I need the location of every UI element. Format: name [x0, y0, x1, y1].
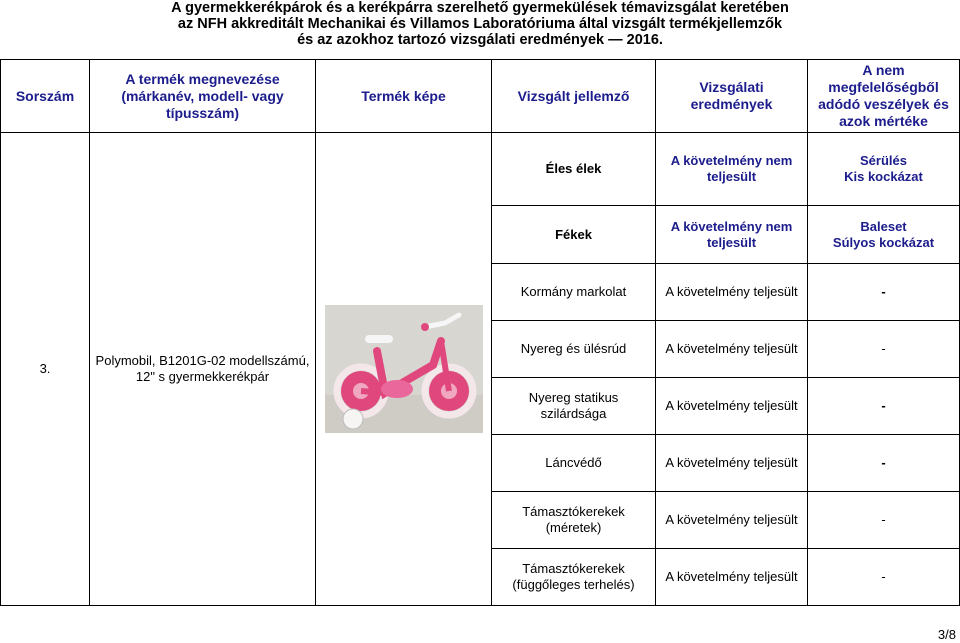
- product-name: Polymobil, B1201G-02 modellszámú, 12" s gyermekkerékpár: [90, 133, 316, 606]
- title-line-1: A gyermekkerékpárok és a kerékpárra szerelhető gyermekülések témavizsgálat keretében: [171, 0, 789, 16]
- hazard-type: Sérülés: [860, 153, 907, 168]
- feature-cell: Éles élek: [492, 133, 656, 206]
- product-seq: 3.: [1, 133, 90, 606]
- table-header-row: [1, 60, 960, 133]
- hazard-cell: -: [808, 264, 960, 321]
- bicycle-icon: [325, 305, 483, 433]
- product-image-cell: [316, 133, 492, 606]
- hazard-cell: -: [808, 549, 960, 606]
- hazard-cell: -: [808, 321, 960, 378]
- hazard-cell: [808, 206, 960, 264]
- feature-cell: Láncvédő: [492, 435, 656, 492]
- header-results: Vizsgálati eredmények: [656, 60, 808, 133]
- feature-cell: Fékek: [492, 206, 656, 264]
- result-cell: A követelmény nem teljesült: [656, 133, 808, 206]
- result-cell: A követelmény teljesült: [656, 321, 808, 378]
- header-product-name: [90, 60, 316, 133]
- hazard-type: Baleset: [860, 218, 907, 234]
- result-cell: A követelmény teljesült: [656, 378, 808, 435]
- feature-cell: Támasztókerekek (függőleges terhelés): [492, 549, 656, 606]
- feature-cell: Kormány markolat: [492, 264, 656, 321]
- title-line-2: az NFH akkreditált Mechanikai és Villamos Laboratóriuma által vizsgált termékjellemzők: [177, 16, 783, 32]
- results-table: [0, 59, 960, 606]
- hazard-cell: -: [808, 435, 960, 492]
- hazard-cell: -: [808, 378, 960, 435]
- header-image: Termék képe: [316, 60, 492, 133]
- title-line-3: és az azokhoz tartozó vizsgálati eredmények — 2016.: [297, 32, 663, 48]
- header-feature: Vizsgált jellemző: [492, 60, 656, 133]
- product-image: [325, 305, 483, 433]
- header-seq: Sorszám: [1, 60, 90, 133]
- result-cell: A követelmény nem teljesült: [656, 206, 808, 264]
- result-cell: A követelmény teljesült: [656, 435, 808, 492]
- hazard-level: Súlyos kockázat: [832, 234, 935, 250]
- header-hazard: A nem megfelelőségből adódó veszélyek és azok mértéke: [808, 60, 960, 133]
- feature-cell: Nyereg és ülésrúd: [492, 321, 656, 378]
- document-title: [0, 0, 960, 48]
- feature-cell: Támasztókerekek (méretek): [492, 492, 656, 549]
- page-number: 3/8: [937, 627, 956, 642]
- header-product-name-line2: (márkanév, modell- vagy típusszám): [121, 87, 284, 121]
- hazard-level: Kis kockázat: [844, 169, 923, 184]
- feature-cell: Nyereg statikus szilárdsága: [492, 378, 656, 435]
- hazard-cell: -: [808, 492, 960, 549]
- result-cell: A követelmény teljesült: [656, 492, 808, 549]
- header-product-name-line1: A termék megnevezése: [125, 70, 280, 87]
- result-cell: A követelmény teljesült: [656, 549, 808, 606]
- table-row: [1, 133, 960, 206]
- result-cell: A követelmény teljesült: [656, 264, 808, 321]
- hazard-cell: [808, 133, 960, 206]
